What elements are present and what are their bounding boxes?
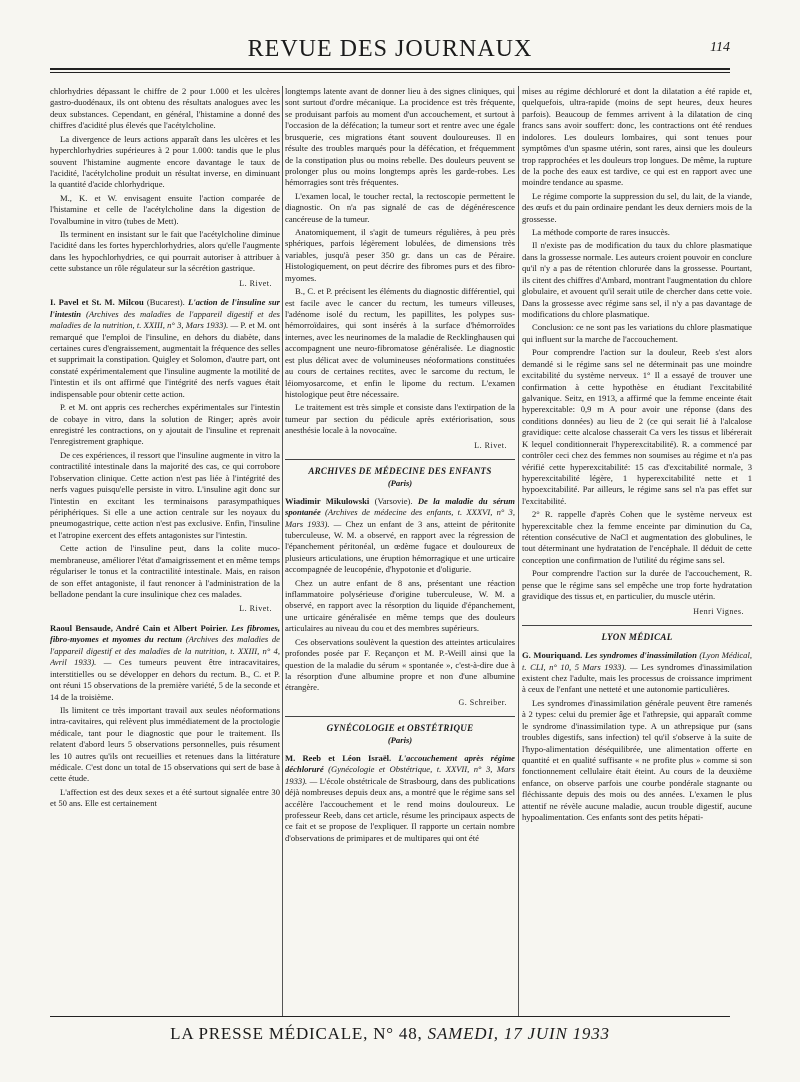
article-source: (Archives des maladies de l'appareil digestif et des maladies de la nutrition, t. XXIII, n° 3, Mars 1933). — xyxy=(50,308,280,331)
paragraph: Ils terminent en insistant sur le fait que l'acétylcholine diminue l'acidité dans les fortes hyperchlorhydries, alors qu'elle l'augmente dans les hypochlorhydries, ce qui pourrait autoriser à attribuer à cette substance un rôle régulateur sur la sécrétion gastrique. xyxy=(50,229,280,274)
header-rule-thin xyxy=(50,72,730,73)
footer-rule xyxy=(50,1016,730,1017)
paragraph: B., C. et P. précisent les éléments du diagnostic différentiel, qui est facile avec le cancer du rectum, les tumeurs villeuses, l'adénome isolé du rectum, les papillites, les polypes sus-hémorroïdaires, qui sont insérés à la surface d'hémorroïdes internes, avec les neurinomes de la maladie de Recklinghausen qui accompagnent une neuro-fibromatose généralisée. Le diagnostic est plus délicat avec de volumineuses néoformations constituées au cours de certaines rectites, avec le sarcome du rectum, le léiomyosarcome, et enfin le lipome du rectum. L'examen histologique peut être nécessaire. xyxy=(285,286,515,399)
article-heading xyxy=(285,496,515,576)
paragraph: L'examen local, le toucher rectal, la rectoscopie permettent le diagnostic. On n'a pas signalé de cas de dégénérescence cancéreuse de la tumeur. xyxy=(285,190,515,224)
article-title: Les syndromes d'inassimilation xyxy=(584,650,697,661)
article-authors: G. Mouriquand. xyxy=(522,650,583,661)
section-heading: LYON MÉDICAL xyxy=(601,632,673,643)
page-header xyxy=(50,36,730,76)
paragraph: L'affection est des deux sexes et a été surtout signalée entre 30 et 50 ans. Elle est certainement xyxy=(50,786,280,809)
paragraph: De ces expériences, il ressort que l'insuline augmente in vitro la contractilité intestinale dans la majorité des cas, ce qui corrobore l'observation clinique. Cette action n'est pas liée à l'intégrité des nerfs vagues puisqu'elle persiste in vitro. L'insuline agit donc sur l'intestin en excitant les terminaisons parasympathiques périphériques. Si elle a une action centrale sur les noyaux du pneumogastrique, cette action n'est pas exclusive. Enfin, l'insuline et l'atropine exercent des effets antagonistes sur l'intestin. xyxy=(50,449,280,540)
signature: G. Schreiber. xyxy=(458,697,507,707)
article-title: De la maladie du sérum spontanée xyxy=(285,495,515,518)
article-heading xyxy=(50,623,280,703)
paragraph: Anatomiquement, il s'agit de tumeurs régulières, à peu près sphériques, parfois légèrement lobulées, de dimensions très variables, jusqu'à peser 350 gr. dans un cas de Péraire. Histologiquement, on peut décrire des fibromes purs et des fibro-myomes. xyxy=(285,227,515,283)
paragraph: chlorhydries dépassant le chiffre de 2 pour 1.000 et les ulcères gastro-duodénaux, ils ont obtenu des résultats analogues avec les deux substances. Cependant, en général, l'histamine a donné des chiffres d'acidité plus élevés que l'acétylcholine. xyxy=(50,86,280,131)
column-divider xyxy=(518,86,519,1016)
article-source: (Archives de médecine des enfants, t. XXXVI, n° 3, Mars 1933). — xyxy=(285,507,515,529)
footer-text xyxy=(50,1024,730,1044)
article-heading xyxy=(50,297,280,400)
paragraph: Les syndromes d'inassimilation générale peuvent être ramenés à 2 types: celui du premier âge et l'athrepsie, qui apparaît comme le syndrome d'inassimilation type. A un athrepsique pur (sans troubles digestifs, sans infection) tel qu'il s'observe à la suite de l'hypo-alimentation déséquilibrée, une alimentation offerte en quantité et en qualité suffisante « ne profite plus » comme si son fonctionnement cellulaire était éteint. Au cours de la deuxième enfance, on observe parfois une courbe pondérale stagnante ou fléchissante depuis des mois ou des années. L'examen le plus attentif ne révèle aucune maladie, aucun trouble digestif, aucune hypoalimentation. Ces enfants sont des petits hépati- xyxy=(522,697,752,823)
paragraph: 2° R. rappelle d'après Cohen que le système nerveux est hyperexcitable chez la femme enceinte par diminution du Ca, rétention consécutive de NaCl et augmentation des globulines, le tout déterminant une hydratation de l'encéphale. Il déduit de cette conception une confirmation de l'utilité du régime sans sel. xyxy=(522,509,752,565)
article-authors: Raoul Bensaude, André Cain et Albert Poirier. xyxy=(50,622,228,633)
page-number: 114 xyxy=(710,40,730,55)
paragraph: Pour comprendre l'action sur la durée de l'accouchement, R. pense que le régime sans sel empêche une trop forte hydratation gravidique des tissus et, en particulier, du muscle utérin. xyxy=(522,568,752,602)
paragraph: L'école obstétricale de Strasbourg, dans des publications déjà nombreuses depuis deux ans, a montré que le régime sans sel accélère l'accouchement et le rend moins douloureux. Le professeur Reeb, dans cet article, résume les principaux aspects de ce fait et se propose de l'expliquer. Il rapporte un certain nombre d'observations de primipares et de multipares qui ont été xyxy=(285,775,515,843)
issue-number: N° 48, xyxy=(373,1024,423,1043)
section-rule xyxy=(285,459,515,460)
paragraph: Le régime comporte la suppression du sel, du lait, de la viande, des œufs et du pain ordinaire pendant les deux derniers mois de la grossesse. xyxy=(522,190,752,224)
section-subheading: (Paris) xyxy=(387,478,413,489)
column-left xyxy=(50,86,280,1016)
paragraph: Ils limitent ce très important travail aux seules néoformations intra-cavitaires, qui relèvent plus immédiatement de la proctologie médicale, tant pour le diagnostic que pour le traitement. Ils relatent d'abord leurs 5 observations personnelles, puis résument les 10 autres qu'ils ont recueillies et retenues dans la littérature médicale. C'est donc un total de 15 observations qui sert de base à cette étude. xyxy=(50,704,280,784)
column-right xyxy=(522,86,752,1016)
column-divider xyxy=(282,86,283,1016)
article-heading xyxy=(285,753,515,844)
column-middle xyxy=(285,86,515,1016)
paragraph: Ces observations soulèvent la question des atteintes articulaires profondes posée par F. Reçançon et M. P.-Weill ainsi que la question de la maladie du sérum « spontanée », c'est-à-dire due à la résorption d'une albumine propre et non d'une albumine étrangère. xyxy=(285,636,515,693)
paragraph: Chez un enfant de 3 ans, atteint de péritonite tuberculeuse, W. M. a observé, en rapport avec la régression de l'épanchement péritonéal, un œdème fugace et douloureux de plusieurs articulations, une éruption hémorragique et une urticaire accompagnée de leucopénie, d'hypotonie et d'oligurie. xyxy=(285,518,515,575)
article-heading xyxy=(522,650,752,696)
paragraph: M., K. et W. envisagent ensuite l'action comparée de l'histamine et celle de l'acétylcholine dans la digestion de l'ovalbumine in vitro (tubes de Mett). xyxy=(50,192,280,226)
paragraph: Les syndromes d'inassimilation existent chez l'adulte, mais les processus de croissance impriment à ceux de l'enfant une netteté et une autonomie particulières. xyxy=(522,661,752,695)
paragraph: La divergence de leurs actions apparaît dans les ulcères et les hyperchlorhydries supérieures à 2 pour 1.000: tandis que le plus souvent l'histamine augmente encore davantage le taux de l'acidité, l'acétylcholine produit un résultat inverse, en diminuant la quantité d'acide chlorhydrique. xyxy=(50,133,280,190)
article-title: L'action de l'insuline sur l'intestin xyxy=(50,297,280,319)
section-heading: ARCHIVES DE MÉDECINE DES ENFANTS xyxy=(308,466,492,477)
paragraph: P. et M. ont appris ces recherches expérimentales sur l'intestin de cobaye in vitro, dans la solution de Ringer; après avoir enregistré les contractions, on y ajoutait de l'insuline et reprenait l'enregistrement graphique. xyxy=(50,402,280,447)
paragraph: Conclusion: ce ne sont pas les variations du chlore plasmatique qui influent sur la marche de l'accouchement. xyxy=(522,322,752,344)
paragraph: P. et M. ont remarqué que l'emploi de l'insuline, en dehors du diabète, dans certaines cures d'engraissement, augmentait la fréquence des selles et supprimait la constipation. Quigley et Solomon, d'autre part, ont constaté expérimentalement que l'insuline augmente la motilité de l'intestin et ils ont affirmé que l'intégrité des nerfs vagues était indispensable pour obtenir cette action. xyxy=(50,320,280,399)
article-location: (Bucarest). xyxy=(146,297,185,308)
paragraph: Le traitement est très simple et consiste dans l'extirpation de la tumeur par section du pédicule après extériorisation, sous anesthésie locale à la novocaïne. xyxy=(285,402,515,436)
paragraph: Pour comprendre l'action sur la douleur, Reeb s'est alors demandé si le régime sans sel ne déterminait pas une moindre excitabilité du système nerveux. 1° Il a essayé de trouver une confirmation à cette hypothèse en étudiant l'excitabilité galvanique. Seitz, en 1913, a affirmé que la femme enceinte était hyperexcitable: 0,9 m A pour avoir une réponse (dans des conditions données) au lieu de 2 (ce qui serait lié à l'alcalose gravidique: cette alcalose chasserait Ca vers les tissus et libérerait K lequel conditionnerait l'hyperexcitabilité). R. a commencé par contrôler ceci chez des femmes non soumises au régime et n'a pas vérifié cette hyperexcitabilité: 15 cas d'excitabilité normale, 3 hyperexcitabilité légère, 1 hyperexcitabilité nette et 1 hypoexcitabilité. Par ailleurs, le régime sans sel n'a pas effet sur l'excitabilité. xyxy=(522,347,752,506)
article-title: Les fibromes, fibro-myomes et myomes du rectum xyxy=(50,622,280,645)
article-source: (Gynécologie et Obstétrique, t. XXVII, n° 3, Mars 1933). — xyxy=(285,764,515,786)
article-authors: Wiadimir Mikulowski xyxy=(285,495,370,506)
issue-date: SAMEDI, 17 JUIN 1933 xyxy=(427,1024,610,1043)
journal-name: LA PRESSE MÉDICALE, xyxy=(170,1024,369,1043)
signature: L. Rivet. xyxy=(239,604,272,614)
paragraph: Chez un autre enfant de 8 ans, présentant une réaction inflammatoire polysérieuse d'origine tuberculeuse, W. M. a observé, en rapport avec la résorption du liquide d'épanchement, une urticaire généralisée en même temps que des douleurs articulaires au niveau du cou et des membres supérieurs. xyxy=(285,577,515,634)
signature: Henri Vignes. xyxy=(693,606,744,616)
page-footer xyxy=(50,1016,730,1050)
article-authors: M. Reeb et Léon Israël. xyxy=(285,752,392,763)
header-rule xyxy=(50,68,730,70)
section-heading: GYNÉCOLOGIE et OBSTÉTRIQUE xyxy=(326,723,474,734)
article-source: (Archives des maladies de l'appareil digestif et des maladies de la nutrition, t. XXIII, n° 4, Avril 1933). — xyxy=(50,634,280,668)
paragraph: Il n'existe pas de modification du taux du chlore plasmatique dans la grossesse normale. Les auteurs croient pouvoir en conclure qu'il n'y a pas de rétention chlorurée dans la grossesse. Pourtant, ils citent des chiffres d'Ambard, montrant l'augmentation du chlore globulaire, et avouent qu'il serait utile de chercher dans cette voie. Dans la grossesse avec régime sans sel, il n'y a pas davantage de modifications du chlore plasmatique. xyxy=(522,240,752,320)
section-rule xyxy=(285,716,515,717)
signature: L. Rivet. xyxy=(474,440,507,450)
section-rule xyxy=(522,625,752,626)
article-location: (Varsovie). xyxy=(374,495,413,506)
article-source: (Lyon Médical, t. CLI, n° 10, 5 Mars 1933). — xyxy=(522,650,752,672)
article-authors: I. Pavel et St. M. Milcou xyxy=(50,297,144,308)
paragraph: Ces tumeurs peuvent être intracavitaires, interstitielles ou se développer en dehors du rectum. B., C. et P. ont réuni 15 observations de la première variété, 5 de la seconde et 14 de la troisième. xyxy=(50,657,280,702)
section-subheading: (Paris) xyxy=(387,735,413,746)
paragraph: Cette action de l'insuline peut, dans la colite muco-membraneuse, améliorer l'état d'amaigrissement et en même temps régulariser le tonus et la contractilité intestinale. Mais, en raison de son effet antagoniste, il faut renoncer à l'administration de la belladone pendant la cure insulinique chez ces malades. xyxy=(50,543,280,599)
paragraph: La méthode comporte de rares insuccès. xyxy=(532,227,670,238)
signature: L. Rivet. xyxy=(239,278,272,288)
paragraph: longtemps latente avant de donner lieu à des signes cliniques, qui sont surtout d'ordre mécanique. La procidence est très fréquente, se produisant parfois au moment d'un accouchement, et surtout à l'occasion de la défécation; la tumeur sort et rentre avec une égale brusquerie, ces migrations étant souvent douloureuses. Il en résulte des troubles marqués pour la défécation, et fréquemment de la constipation plus ou moins rebelle. Des douleurs peuvent se prolonger plus ou moins longtemps après les garde-robes. Les hémorragies sont très fréquentes. xyxy=(285,86,515,188)
running-title: REVUE DES JOURNAUX xyxy=(247,36,533,62)
article-title: L'accouchement après régime déchloruré xyxy=(285,752,515,775)
paragraph: mises au régime déchloruré et dont la dilatation a été rapide et, quelquefois, ultra-rapide (moins de sept heures, deux heures parfois). Beaucoup de femmes arrivent à la dilatation de cinq francs sans avoir souffert: donc, les contractions ont été rendues indolores. Les douleurs lombaires, qui sont tenues pour symptômes d'un spasme utérin, sont rares, ainsi que les douleurs trop rapprochées et les douleurs trop longues. De même, la rupture de la poche des eaux est tardive, ce qui est en rapport avec une moindre tendance au spasme. xyxy=(522,86,752,188)
